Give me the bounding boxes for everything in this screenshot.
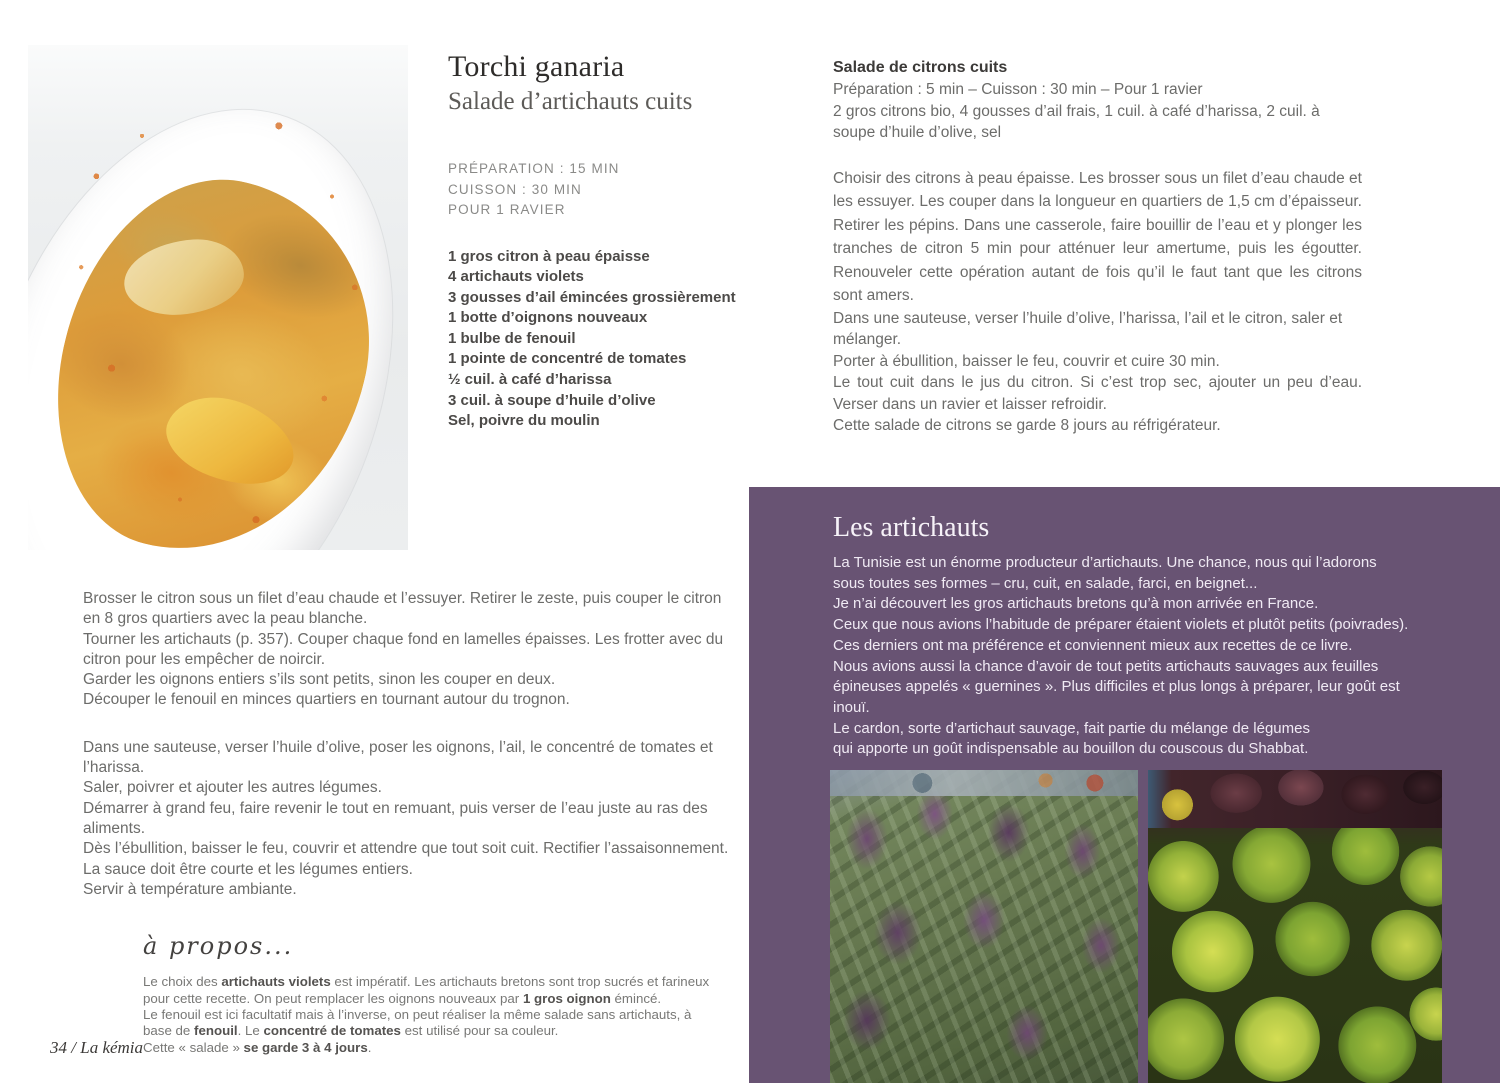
- sidebar-photo-strip: [830, 770, 1442, 1083]
- apropos-line: Le fenouil est ici facultatif mais à l’inverse, on peut réaliser la même salade sans artichauts, à base de fenouil. Le concentré de tomates est utilisé pour sa couleur.: [143, 1006, 692, 1039]
- green-lemons-market-photo: [1148, 770, 1442, 1083]
- instruction-step: Démarrer à grand feu, faire revenir le tout en remuant, puis verser de l’eau juste au ras des aliments.: [83, 799, 708, 837]
- ingredient: 1 botte d’oignons nouveaux: [448, 309, 648, 327]
- ingredient: 3 cuil. à soupe d’huile d’olive: [448, 391, 656, 409]
- variant-step: Cette salade de citrons se garde 8 jours au réfrigérateur.: [833, 417, 1221, 434]
- instruction-step: Découper le fenouil en minces quartiers en tournant autour du trognon.: [83, 691, 570, 709]
- sidebar-line: La Tunisie est un énorme producteur d’artichauts. Une chance, nous qui l’adorons: [833, 554, 1377, 571]
- variant-steps: [833, 308, 1362, 437]
- apropos-heading: à propos...: [143, 932, 294, 961]
- apropos-line: Le choix des artichauts violets est impératif. Les artichauts bretons sont trop sucrés et farineux pour cette recette. On peut remplacer les oignons nouveaux par 1 gros oignon émincé.: [143, 974, 710, 1006]
- apropos-note: [143, 932, 713, 1056]
- sidebar-line: épineuses appelés « guernines ». Plus difficiles et plus longs à préparer, leur goût est inouï.: [833, 678, 1400, 716]
- recipe-meta: [448, 159, 718, 221]
- instruction-step: Servir à température ambiante.: [83, 880, 297, 898]
- variant-step: Le tout cuit dans le jus du citron. Si c’est trop sec, ajouter un peu d’eau.: [833, 374, 1362, 391]
- variant-meta: Préparation : 5 min – Cuisson : 30 min – Pour 1 ravier: [833, 81, 1203, 98]
- apropos-body: [143, 974, 713, 1056]
- instructions-block-2: [83, 738, 731, 900]
- prep-time: PRÉPARATION : 15 MIN: [448, 161, 620, 176]
- variant-step: Dans une sauteuse, verser l’huile d’olive, l’harissa, l’ail et le citron, saler et mélanger.: [833, 309, 1343, 348]
- variant-title: Salade de citrons cuits: [833, 59, 1008, 76]
- recipe-header: [448, 50, 736, 432]
- chapter-name: La kémia: [80, 1038, 144, 1057]
- instruction-step: Dans une sauteuse, verser l’huile d’olive, poser les oignons, l’ail, le concentré de tomates et l’harissa.: [83, 738, 713, 777]
- sidebar-title: Les artichauts: [833, 512, 990, 543]
- sidebar-line: Nous avions aussi la chance d’avoir de tout petits artichauts sauvages aux feuilles: [833, 657, 1379, 675]
- page-number: 34: [50, 1038, 67, 1057]
- instructions-block-1: [83, 589, 731, 711]
- sidebar-line: sous toutes ses formes – cru, cuit, en salade, farci, en beignet...: [833, 574, 1258, 592]
- artichokes-sidebar-panel: [749, 487, 1500, 1083]
- cook-time: CUISSON : 30 MIN: [448, 181, 582, 197]
- page-footer: [50, 1038, 143, 1058]
- instruction-step: Garder les oignons entiers s’ils sont petits, sinon les couper en deux.: [83, 671, 556, 689]
- instruction-step: Brosser le citron sous un filet d’eau chaude et l’essuyer. Retirer le zeste, puis couper le citron en 8 gros quartiers avec la peau blanche.: [83, 590, 722, 628]
- artichokes-market-photo: [830, 770, 1138, 1083]
- variant-step: Choisir des citrons à peau épaisse. Les brosser sous un filet d’eau chaude et les essuyer. Les couper dans la longueur en quartiers de 1,5 cm d’épaisseur. Retirer les pépins. Dans une casserole, faire bouillir de l’eau et y plonger les tranches de citron 5 min pour atténuer leur amertume, puis les égoutter. Renouveler cette opération autant de fois qu’il le faut tant que les citrons sont amers.: [833, 169, 1362, 304]
- main-dish-photo: [28, 45, 408, 550]
- sidebar-line: qui apporte un goût indispensable au bouillon du couscous du Shabbat.: [833, 740, 1309, 758]
- ingredient: ½ cuil. à café d’harissa: [448, 371, 612, 389]
- recipe-title: Torchi ganaria: [448, 50, 625, 83]
- ingredient: 1 bulbe de fenouil: [448, 329, 576, 347]
- sidebar-line: Le cardon, sorte d’artichaut sauvage, fait partie du mélange de légumes: [833, 719, 1310, 737]
- ingredient: Sel, poivre du moulin: [448, 412, 600, 430]
- apropos-line: Cette « salade » se garde 3 à 4 jours.: [143, 1039, 372, 1055]
- variant-step: Verser dans un ravier et laisser refroidir.: [833, 395, 1107, 413]
- footer-separator: /: [71, 1038, 76, 1057]
- instruction-step: La sauce doit être courte et les légumes entiers.: [83, 860, 413, 878]
- ingredient: 4 artichauts violets: [448, 268, 584, 286]
- ingredient: 1 pointe de concentré de tomates: [448, 350, 687, 368]
- variant-recipe: [833, 57, 1362, 437]
- ingredient: 3 gousses d’ail émincées grossièrement: [448, 288, 736, 306]
- sauce-speckles: [28, 45, 408, 550]
- instruction-step: Tourner les artichauts (p. 357). Couper chaque fond en lamelles épaisses. Les frotter avec du citron pour les empêcher de noircir.: [83, 630, 724, 668]
- instruction-step: Dès l’ébullition, baisser le feu, couvrir et attendre que tout soit cuit. Rectifier l’assaisonnement.: [83, 840, 729, 858]
- sidebar-line: Ceux que nous avions l’habitude de préparer étaient violets et plutôt petits (poivrades).: [833, 616, 1409, 634]
- yield: POUR 1 RAVIER: [448, 202, 566, 217]
- sidebar-body: [833, 553, 1433, 760]
- sidebar-line: Ces derniers ont ma préférence et conviennent mieux aux recettes de ce livre.: [833, 636, 1353, 654]
- instructions-column: [83, 589, 731, 1056]
- ingredient: 1 gros citron à peau épaisse: [448, 247, 650, 265]
- ingredients-list: [448, 247, 748, 432]
- variant-step: Porter à ébullition, baisser le feu, couvrir et cuire 30 min.: [833, 352, 1220, 370]
- sidebar-line: Je n’ai découvert les gros artichauts bretons qu’à mon arrivée en France.: [833, 595, 1319, 613]
- variant-ingredients: 2 gros citrons bio, 4 gousses d’ail frais, 1 cuil. à café d’harissa, 2 cuil. à soupe d’huile d’olive, sel: [833, 102, 1320, 141]
- recipe-subtitle: Salade d’artichauts cuits: [448, 88, 693, 115]
- instruction-step: Saler, poivrer et ajouter les autres légumes.: [83, 779, 382, 797]
